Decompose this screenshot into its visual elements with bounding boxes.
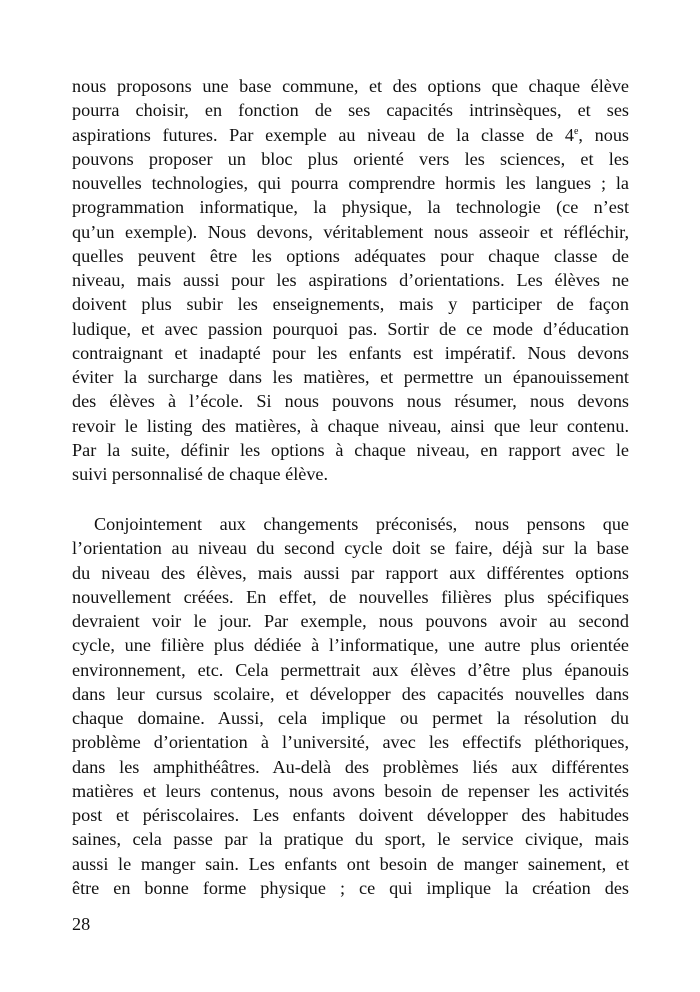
text-line (72, 341, 629, 365)
line-text: Conjointement aux changements préconisés, nous pensons que (94, 514, 629, 534)
text-line (72, 414, 629, 438)
text-line (72, 852, 629, 876)
paragraph-2 (72, 512, 629, 900)
line-text: être en bonne forme physique ; ce qui implique la création des (72, 877, 629, 898)
line-text: l’orientation au niveau du second cycle doit se faire, déjà sur la base (72, 538, 629, 559)
text-line (72, 730, 629, 754)
text-line (72, 365, 629, 389)
text-line (72, 462, 629, 486)
line-text: ludique, et avec passion pourquoi pas. Sortir de ce mode d’éducation (72, 318, 629, 339)
text-line (72, 561, 629, 585)
text-line (72, 74, 629, 98)
line-text: doivent plus subir les enseignements, mais y participer de façon (72, 294, 629, 315)
line-text: post et périscolaires. Les enfants doivent développer des habitudes (72, 805, 629, 825)
line-text: dans leur cursus scolaire, et développer des capacités nouvelles dans (72, 683, 629, 704)
line-text: suivi personnalisé de chaque élève. (72, 464, 329, 484)
text-line (72, 317, 629, 341)
paragraph-1 (72, 74, 629, 486)
line-text: saines, cela passe par la pratique du sport, le service civique, mais (72, 829, 629, 850)
line-text: programmation informatique, la physique, la technologie (ce n’est (72, 197, 629, 218)
text-line (72, 98, 629, 122)
line-text: aussi le manger sain. Les enfants ont besoin de manger sainement, et (72, 853, 629, 874)
line-text: nouvelles technologies, qui pourra comprendre hormis les langues ; la (72, 173, 629, 193)
line-text: aspirations futures. Par exemple au niveau de la classe de 4 (72, 124, 574, 145)
line-text: nouvellement créées. En effet, de nouvelles filières plus spécifiques (72, 586, 629, 607)
text-line (72, 292, 629, 316)
text-line (72, 171, 629, 195)
text-line (72, 706, 629, 730)
line-text: éviter la surcharge dans les matières, et permettre un épanouissement (72, 367, 629, 387)
text-line (72, 244, 629, 268)
page-number: 28 (72, 914, 91, 934)
line-text: dans les amphithéâtres. Au-delà des problèmes liés aux différentes (72, 756, 629, 777)
text-line (72, 220, 629, 244)
text-line (72, 658, 629, 682)
line-text: niveau, mais aussi pour les aspirations d’orientations. Les élèves ne (72, 270, 629, 290)
line-text: quelles peuvent être les options adéquates pour chaque classe de (72, 245, 629, 266)
text-line (72, 512, 629, 536)
line-text: contraignant et inadapté pour les enfants est impératif. Nous devons (72, 342, 629, 363)
line-text: environnement, etc. Cela permettrait aux élèves d’être plus épanouis (72, 659, 629, 680)
superscript: e (573, 125, 579, 137)
text-line (72, 779, 629, 803)
text-line (72, 803, 629, 827)
text-line (72, 389, 629, 413)
line-text: problème d’orientation à l’université, avec les effectifs pléthoriques, (72, 732, 629, 753)
line-text: chaque domaine. Aussi, cela implique ou permet la résolution du (72, 708, 629, 728)
text-line (72, 195, 629, 219)
text-line (72, 755, 629, 779)
line-text: cycle, une filière plus dédiée à l’informatique, une autre plus orientée (72, 635, 629, 656)
text-line (72, 827, 629, 851)
line-text: qu’un exemple). Nous devons, véritablement nous asseoir et réfléchir, (72, 221, 629, 242)
line-text: des élèves à l’école. Si nous pouvons nous résumer, nous devons (72, 391, 629, 412)
line-text: nous proposons une base commune, et des options que chaque élève (72, 76, 629, 96)
line-text-tail: , nous (578, 124, 629, 145)
text-line (72, 123, 629, 147)
line-text: pourra choisir, en fonction de ses capacités intrinsèques, et ses (72, 100, 629, 121)
text-line (72, 147, 629, 171)
text-line (72, 876, 629, 900)
line-text: devraient voir le jour. Par exemple, nous pouvons avoir au second (72, 611, 629, 631)
text-line (72, 536, 629, 560)
text-line (72, 438, 629, 462)
line-text: matières et leurs contenus, nous avons besoin de repenser les activités (72, 780, 629, 801)
text-line (72, 585, 629, 609)
line-text: Par la suite, définir les options à chaque niveau, en rapport avec le (72, 439, 629, 460)
text-line (72, 633, 629, 657)
line-text: revoir le listing des matières, à chaque niveau, ainsi que leur contenu. (72, 415, 629, 436)
text-line (72, 268, 629, 292)
text-line (72, 682, 629, 706)
line-text: du niveau des élèves, mais aussi par rapport aux différentes options (72, 562, 629, 583)
line-text: pouvons proposer un bloc plus orienté vers les sciences, et les (72, 148, 629, 169)
text-line (72, 609, 629, 633)
